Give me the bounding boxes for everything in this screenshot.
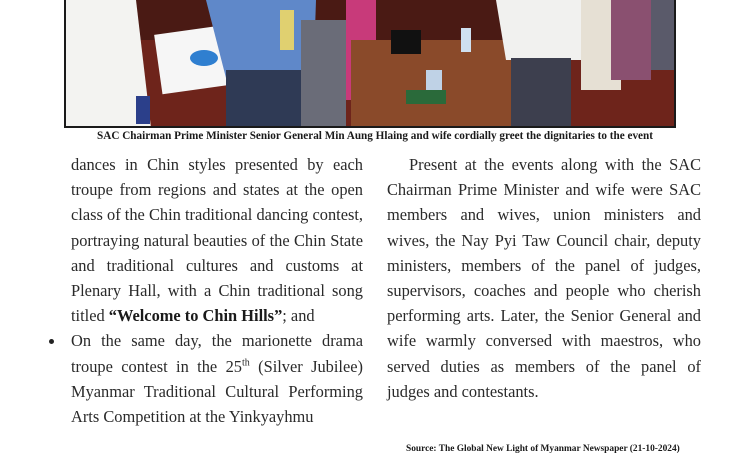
left-paragraph-tail: ; and — [282, 306, 315, 326]
photo-caption: SAC Chairman Prime Minister Senior General Min Aung Hlaing and wife cordially greet the dignitaries to the event — [97, 130, 653, 142]
bullet-text-before: On the same day, the marionette drama troupe contest in the 25 — [71, 331, 363, 376]
bullet-icon — [49, 339, 54, 344]
event-photo-icon — [66, 0, 676, 128]
bullet-text-after: (Silver Jubilee) Myanmar Traditional Cultural Performing Arts Competition at the Yinkyayhmu — [71, 356, 363, 427]
ordinal-suffix: th — [241, 357, 250, 369]
event-photo — [64, 0, 676, 128]
right-paragraph: Present at the events along with the SAC Chairman Prime Minister and wife were SAC members and wives, union ministers and wives, the Nay Pyi Taw Council chair, deputy ministers, members of the panel of judges, supervisors, coaches and people who cherish performing arts. Later, the Senior General and wife warmly conversed with maestros, who served duties as members of the panel of judges and contestants. — [387, 155, 701, 401]
left-paragraph-text: dances in Chin styles presented by each troupe from regions and states at the open class of the Chin traditional dancing contest, portraying natural beauties of the Chin State and traditional cultures and customs at Plenary Hall, with a Chin traditional song titled — [71, 155, 363, 326]
left-paragraph — [71, 152, 363, 328]
list-item — [71, 328, 363, 429]
source-credit: Source: The Global New Light of Myanmar Newspaper (21-10-2024) — [406, 444, 680, 454]
bullet-text — [71, 328, 363, 429]
right-column — [387, 152, 701, 404]
song-title: “Welcome to Chin Hills” — [108, 306, 283, 326]
left-column — [71, 152, 363, 429]
